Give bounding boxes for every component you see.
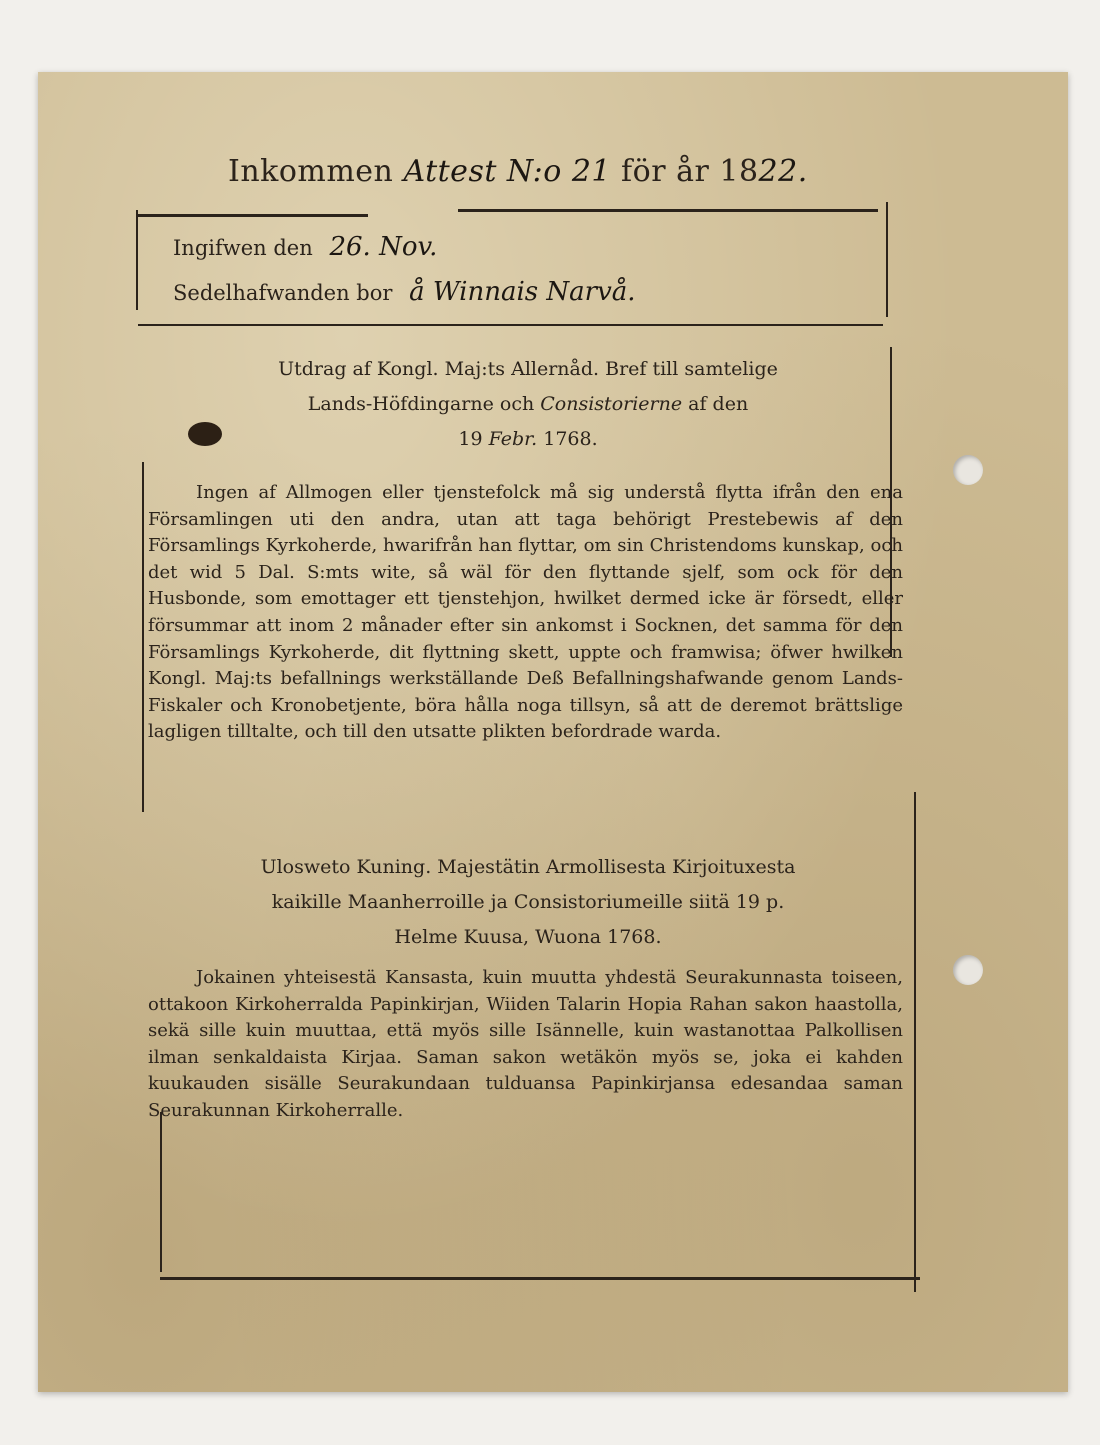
finnish-title-line1: Ulosweto Kuning. Majestätin Armollisesta Kirjoituxesta <box>260 856 796 878</box>
swedish-title-line2: Lands-Höfdingarne och Consistorierne af den <box>307 393 749 415</box>
swedish-body <box>148 480 903 746</box>
submitted-field <box>173 232 437 262</box>
resides-label: Sedelhafwanden bor <box>173 281 393 305</box>
swedish-title-line3: 19 Febr. 1768. <box>458 428 598 450</box>
swedish-paragraph: Ingen af Allmogen eller tjenstefolck må sig understå flytta ifrån den ena Församlingen uti den andra, utan att taga behörigt Prestebewis af den Församlings Kyrkoherde, hwarifrån han flyttar, om sin Christendoms kunskap, och det wid 5 Dal. S:mts wite, så wäl för den flyttande sjelf, som ock för den Husbonde, som emottager ett tjenstehjon, hwilket dermed icke är försedt, eller försummar att inom 2 månader efter sin ankomst i Socknen, det samma för den Församlings Kyrkoherde, dit flyttning skett, uppte och framwisa; öfwer hwilken Kongl. Maj:ts befallnings werkställande Deß Befallningshafwande genom Lands-Fiskaler och Kronobetjente, böra hålla noga tillsyn, så att de deremot brättslige lagligen tilltalte, och till den utsatte plikten befordrade warda. <box>148 482 903 743</box>
punch-hole-lower <box>953 955 983 985</box>
rule-top-right <box>458 209 878 212</box>
finnish-title-line2: kaikille Maanherroille ja Consistoriumeille siitä 19 p. <box>271 891 785 913</box>
field-box-left <box>136 210 138 310</box>
frame-left-upper <box>142 462 144 812</box>
header <box>228 154 808 189</box>
frame-left-lower <box>160 1112 162 1272</box>
frame-right-lower <box>914 792 916 1292</box>
header-year-label: för år 18 <box>621 154 759 189</box>
rule-top-left <box>138 214 368 217</box>
swedish-title <box>178 352 878 457</box>
header-attest-number: Attest N:o 21 <box>403 154 611 189</box>
finnish-title <box>178 850 878 955</box>
resides-value: å Winnais Narvå. <box>409 277 636 307</box>
submitted-value: 26. Nov. <box>329 232 438 262</box>
finnish-title-line3: Helme Kuusa, Wuona 1768. <box>394 926 662 948</box>
finnish-paragraph: Jokainen yhteisestä Kansasta, kuin muutta yhdestä Seurakunnasta toiseen, ottakoon Kirkoherralda Papinkirjan, Wiiden Talarin Hopia Rahan sakon haastolla, sekä sille kuin muuttaa, että myös sille Isännelle, kuin wastanottaa Palkollisen ilman senkaldaista Kirjaa. Saman sakon wetäkön myös se, joka ei kahden kuukauden sisälle Seurakundaan tulduansa Papinkirjansa edesandaa saman Seurakunnan Kirkoherralle. <box>148 967 903 1121</box>
rule-bottom <box>160 1277 920 1280</box>
swedish-title-line1: Utdrag af Kongl. Maj:ts Allernåd. Bref till samtelige <box>278 358 778 380</box>
submitted-label: Ingifwen den <box>173 236 313 260</box>
resides-field <box>173 277 636 307</box>
finnish-body <box>148 965 903 1125</box>
field-box-right <box>886 202 888 317</box>
header-prefix: Inkommen <box>228 154 394 189</box>
header-year-value: 22. <box>758 154 808 189</box>
punch-hole-upper <box>953 455 983 485</box>
rule-fields-bottom <box>138 324 883 326</box>
document-page <box>38 72 1068 1392</box>
